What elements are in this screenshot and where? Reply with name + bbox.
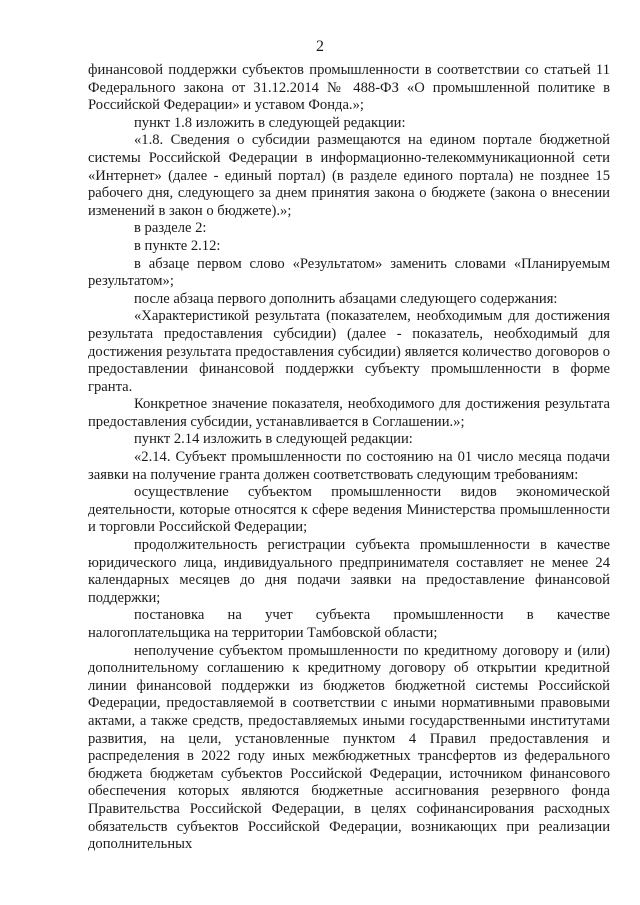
paragraph: «2.14. Субъект промышленности по состоянию на 01 число месяца подачи заявки на получение гранта должен соответствовать следующим требованиям: — [88, 449, 610, 483]
page-number: 2 — [316, 38, 324, 55]
paragraph: в разделе 2: — [134, 220, 207, 237]
paragraph-continuation: финансовой поддержки субъектов промышленности в соответствии со статьей 11 Федерального закона от 31.12.2014 № 488-ФЗ «О промышленной политике в Российской Федерации» и уставом Фонда.»; — [88, 62, 610, 114]
paragraph: пункт 1.8 изложить в следующей редакции: — [134, 114, 406, 131]
paragraph: продолжительность регистрации субъекта промышленности в качестве юридического лица, индивидуального предпринимателя составляет не менее 24 календарных месяцев до дня подачи заявки на предоставление финансовой поддержки; — [88, 537, 610, 606]
paragraph: после абзаца первого дополнить абзацами следующего содержания: — [134, 290, 558, 307]
paragraph: в пункте 2.12: — [134, 237, 221, 254]
document-body — [88, 62, 610, 854]
paragraph: постановка на учет субъекта промышленности в качестве налогоплательщика на территории Тамбовской области; — [88, 607, 610, 641]
paragraph: «Характеристикой результата (показателем, необходимым для достижения результата предоставления субсидии) (далее - показатель, необходимый для достижения результата предоставления субсидии) является количество договоров о предоставлении финансовой поддержки субъекту промышленности в форме гранта. — [88, 308, 610, 395]
paragraph: «1.8. Сведения о субсидии размещаются на едином портале бюджетной системы Российской Федерации в информационно-телекоммуникационной сети «Интернет» (далее - единый портал) (в разделе единого портала) не позднее 15 рабочего дня, следующего за днем принятия закона о бюджете (закона о внесении изменений в закон о бюджете).»; — [88, 132, 610, 219]
paragraph: пункт 2.14 изложить в следующей редакции: — [134, 431, 413, 448]
paragraph: неполучение субъектом промышленности по кредитному договору и (или) дополнительному соглашению к кредитному договору об открытии кредитной линии финансовой поддержки из бюджетов бюджетной системы Российской Федерации, предоставляемой в соответствии с иными нормативными правовыми актами, а также средств, предоставляемых иными государственными институтами развития, на цели, установленные пунктом 4 Правил предоставления и распределения в 2022 году иных межбюджетных трансфертов из федерального бюджета бюджетам субъектов Российской Федерации, источником финансового обеспечения которых являются бюджетные ассигнования резервного фонда Правительства Российской Федерации, в целях софинансирования расходных обязательств субъектов Российской Федерации, возникающих при реализации дополнительных — [88, 642, 610, 853]
paragraph: осуществление субъектом промышленности видов экономической деятельности, которые относятся к сфере ведения Министерства промышленности и торговли Российской Федерации; — [88, 484, 610, 536]
paragraph: Конкретное значение показателя, необходимого для достижения результата предоставления субсидии, устанавливается в Соглашении.»; — [88, 396, 610, 430]
paragraph: в абзаце первом слово «Результатом» заменить словами «Планируемым результатом»; — [88, 255, 610, 290]
